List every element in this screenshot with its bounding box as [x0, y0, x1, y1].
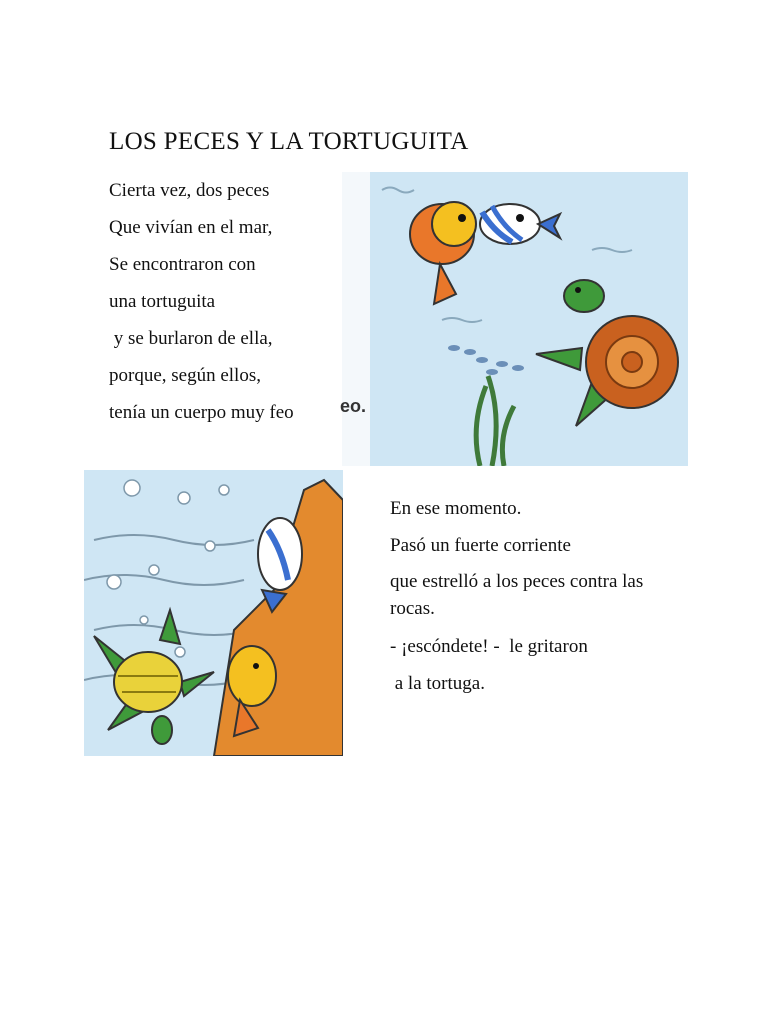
stanza-line: Se encontraron con [109, 254, 256, 275]
stanza-line: una tortuguita [109, 291, 216, 312]
second-stanza [390, 494, 680, 706]
fishes-and-turtle-illustration [342, 172, 688, 466]
first-stanza [109, 172, 294, 431]
stanza-line: tenía un cuerpo muy feo [109, 402, 294, 423]
story-title: LOS PECES Y LA TORTUGUITA [109, 128, 469, 155]
stanza-line: y se burlaron de ella, [109, 328, 273, 349]
stanza-line: porque, según ellos, [109, 365, 261, 386]
stanza-line: - ¡escóndete! - le gritaron [390, 636, 588, 657]
stanza-line: Que vivían en el mar, [109, 217, 273, 238]
current-and-rocks-illustration [84, 470, 343, 756]
stray-image-text: eo. [340, 396, 367, 416]
stanza-line: Cierta vez, dos peces [109, 180, 270, 201]
stanza-line: En ese momento. [390, 498, 522, 519]
stanza-line: que estrelló a los peces contra las rocas. [390, 571, 644, 619]
stanza-line: a la tortuga. [390, 673, 485, 694]
stanza-line: Pasó un fuerte corriente [390, 535, 571, 556]
